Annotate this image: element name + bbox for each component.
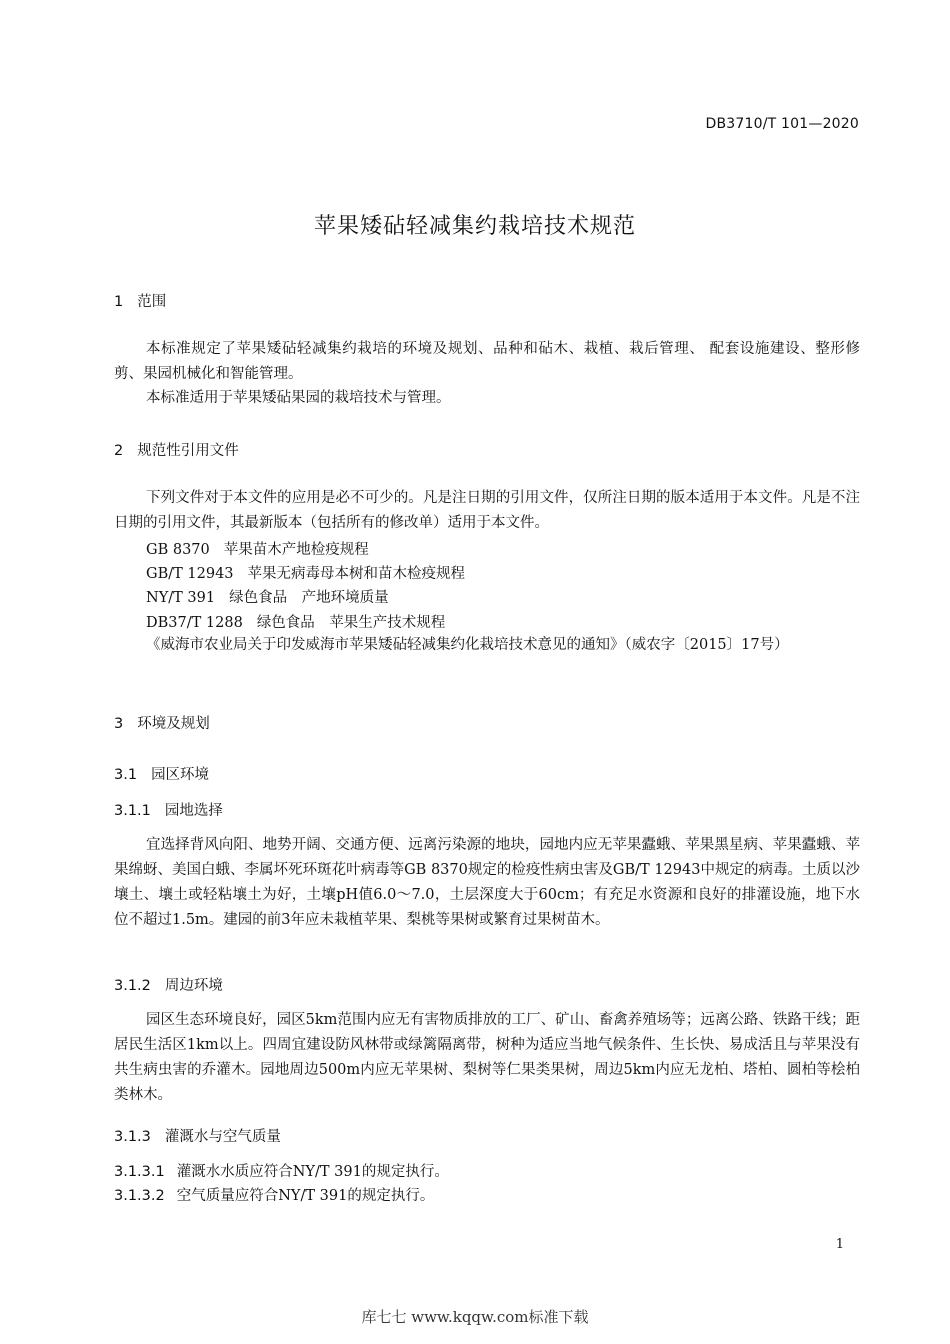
reference-notice: 《威海市农业局关于印发威海市苹果矮砧轻减集约化栽培技术意见的通知》（威农字〔2015〕17号） [146, 637, 789, 653]
section-number: 2 [114, 443, 124, 459]
section-3-1-1-heading [114, 799, 223, 820]
clause-item [114, 1160, 449, 1181]
paragraph: 本标准适用于苹果矮砧果园的栽培技术与管理。 [146, 390, 451, 406]
reference-item [146, 538, 369, 559]
paragraph: 下列文件对于本文件的应用是必不可少的。凡是注日期的引用文件，仅所注日期的版本适用于本文件。凡是不注日期的引用文件，其最新版本（包括所有的修改单）适用于本文件。 [114, 490, 860, 531]
paragraph: 本标准规定了苹果矮砧轻减集约栽培的环境及规划、品种和砧木、栽植、栽后管理、 配套设施建设、整形修剪、果园机械化和智能管理。 [114, 341, 860, 382]
section-title: 灌溉水与空气质量 [164, 1129, 281, 1145]
section-3-1-3-heading [114, 1125, 281, 1146]
clause-text: 灌溉水水质应符合NY/T 391的规定执行。 [176, 1164, 449, 1180]
section-title: 周边环境 [164, 978, 223, 994]
section-number: 3 [114, 716, 124, 732]
section-2-heading [114, 439, 239, 460]
reference-item [146, 586, 389, 607]
section-3-1-2-heading [114, 974, 223, 995]
section-title: 范围 [137, 294, 167, 310]
section-title: 规范性引用文件 [137, 443, 239, 459]
reference-title: 苹果苗木产地检疫规程 [223, 542, 369, 558]
reference-title: 绿色食品 产地环境质量 [229, 590, 389, 606]
section-3-1-heading [114, 763, 209, 784]
reference-code: GB/T 12943 [146, 566, 234, 582]
section-title: 园地选择 [164, 803, 223, 819]
section-1-heading [114, 290, 166, 311]
reference-code: NY/T 391 [146, 590, 216, 606]
reference-title: 绿色食品 苹果生产技术规程 [256, 615, 446, 631]
section-3-heading [114, 712, 210, 733]
doc-number: DB3710/T 101—2020 [705, 116, 859, 132]
clause-number: 3.1.3.2 [114, 1188, 165, 1204]
paragraph: 园区生态环境良好，园区5km范围内应无有害物质排放的工厂、矿山、畜禽养殖场等；远离公路、铁路干线；距居民生活区1km以上。四周宜建设防风林带或绿篱隔离带，树种为适应当地气候条件、生长快、易成活且与苹果没有共生病虫害的乔灌木。园地周边500m内应无苹果树、梨树等仁果类果树，周边5km内应无龙柏、塔柏、圆柏等桧柏类林木。 [114, 1012, 860, 1103]
section-number: 3.1.2 [114, 978, 151, 994]
reference-title: 苹果无病毒母本树和苗木检疫规程 [247, 566, 466, 582]
section-number: 3.1.1 [114, 803, 151, 819]
reference-item [146, 611, 445, 632]
page-number: 1 [835, 1237, 844, 1252]
page-title: 苹果矮砧轻减集约栽培技术规范 [313, 214, 636, 239]
footer-watermark: 库七七 www.kqqw.com标准下载 [361, 1308, 589, 1326]
clause-number: 3.1.3.1 [114, 1164, 165, 1180]
section-title: 环境及规划 [137, 716, 210, 732]
section-number: 3.1.3 [114, 1129, 151, 1145]
reference-code: GB 8370 [146, 542, 210, 558]
clause-text: 空气质量应符合NY/T 391的规定执行。 [176, 1188, 435, 1204]
section-title: 园区环境 [151, 767, 210, 783]
reference-item [146, 562, 465, 583]
section-number: 1 [114, 294, 124, 310]
section-number: 3.1 [114, 767, 138, 783]
clause-item [114, 1184, 434, 1205]
paragraph: 宜选择背风向阳、地势开阔、交通方便、远离污染源的地块，园地内应无苹果蠹蛾、苹果黑星病、苹果蠹蛾、苹果绵蚜、美国白蛾、李属坏死环斑花叶病毒等GB 8370规定的检疫性病虫害及GB/T 12943中规定的病毒。土质以沙壤土、壤土或轻粘壤土为好，土壤pH值6.0～7.0，土层深度大于60cm；有充足水资源和良好的排灌设施，地下水位不超过1.5m。建园的前3年应未栽植苹果、梨桃等果树或繁育过果树苗木。 [114, 837, 860, 928]
reference-code: DB37/T 1288 [146, 615, 243, 631]
